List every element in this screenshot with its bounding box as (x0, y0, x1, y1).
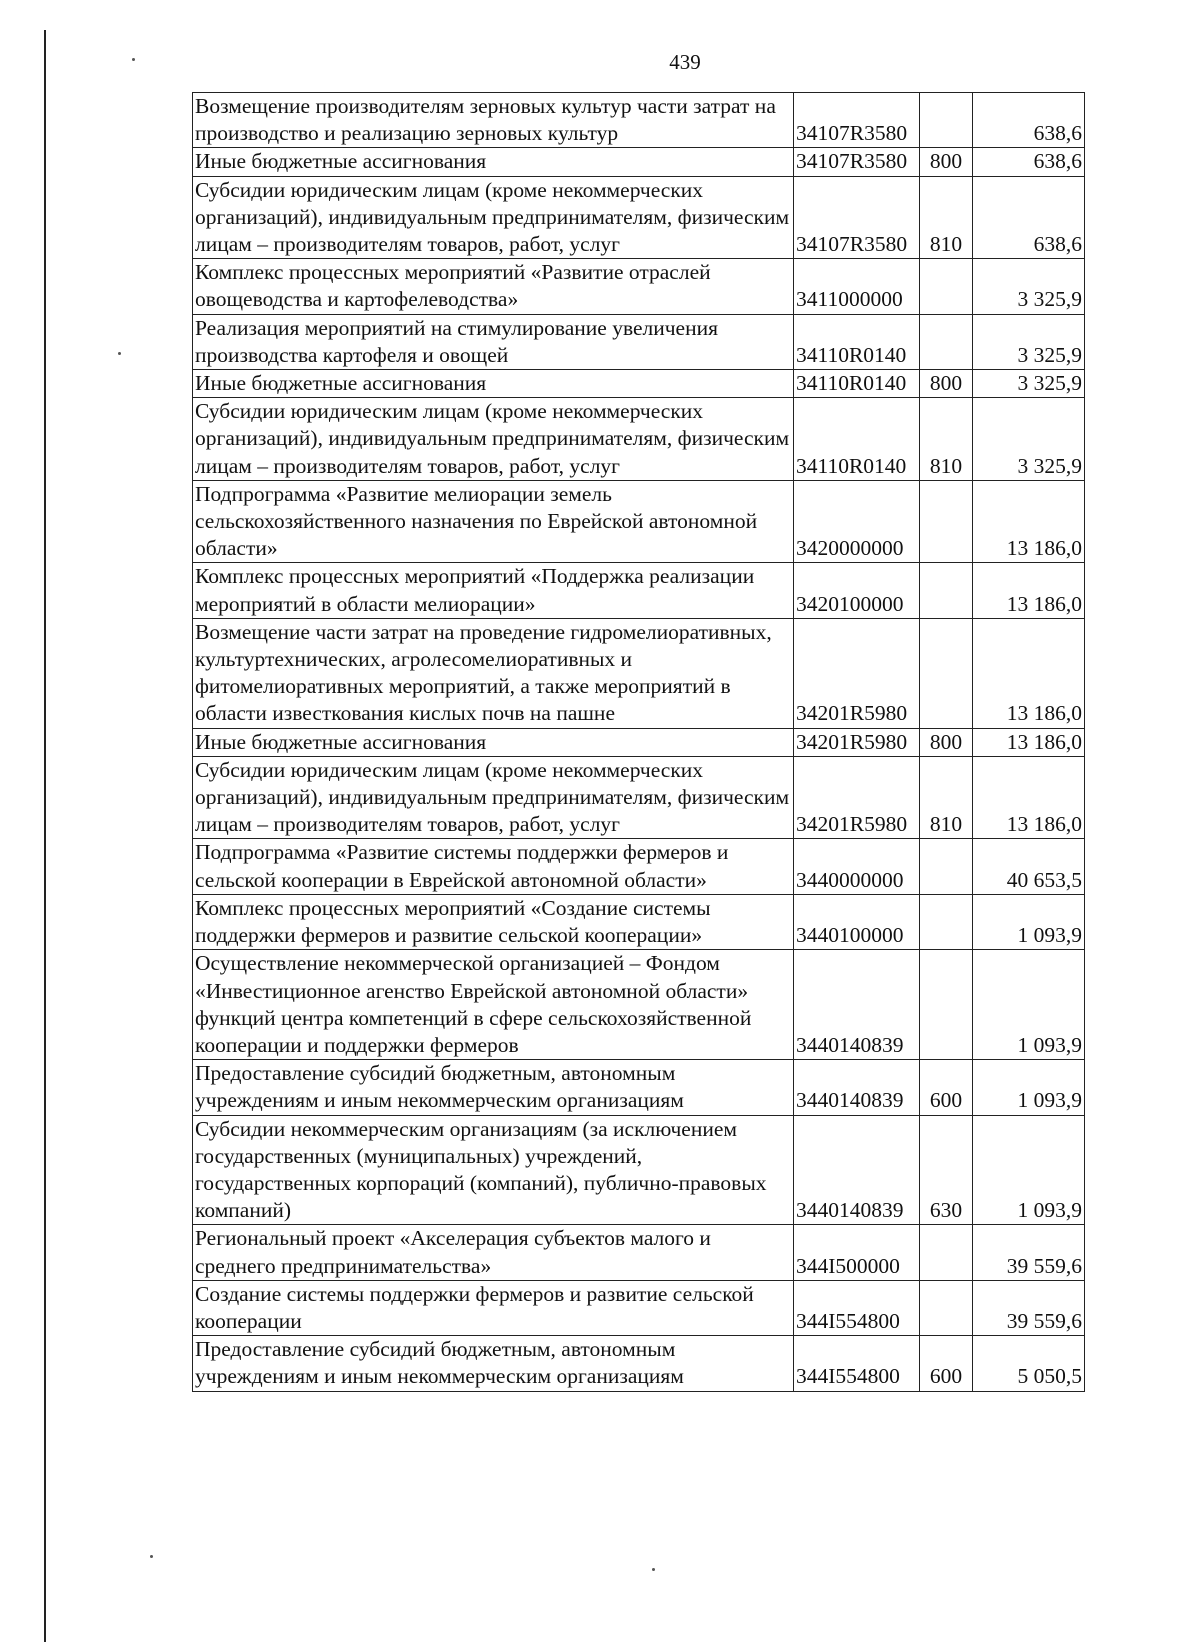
row-code-cell: 34110R0140 (794, 370, 920, 398)
scan-speck (652, 1568, 655, 1571)
row-type-cell: 600 (920, 1336, 973, 1391)
row-sum-cell: 40 653,5 (973, 839, 1085, 894)
table-row (193, 563, 1085, 618)
row-type-cell (920, 839, 973, 894)
row-name-cell: Реализация мероприятий на стимулирование увеличения производства картофеля и овощей (193, 314, 794, 369)
row-name-cell: Комплекс процессных мероприятий «Поддержка реализации мероприятий в области мелиорации» (193, 563, 794, 618)
row-name-cell: Подпрограмма «Развитие системы поддержки фермеров и сельской кооперации в Еврейской автономной области» (193, 839, 794, 894)
row-sum-cell: 3 325,9 (973, 398, 1085, 481)
row-code-cell: 3440140839 (794, 950, 920, 1060)
row-code-cell: 3440000000 (794, 839, 920, 894)
row-code-cell: 344I554800 (794, 1280, 920, 1335)
row-name-cell: Подпрограмма «Развитие мелиорации земель сельскохозяйственного назначения по Еврейской автономной области» (193, 480, 794, 563)
row-type-cell: 810 (920, 176, 973, 259)
row-code-cell: 34110R0140 (794, 398, 920, 481)
row-type-cell (920, 950, 973, 1060)
row-type-cell (920, 480, 973, 563)
row-sum-cell: 1 093,9 (973, 1115, 1085, 1225)
row-sum-cell: 13 186,0 (973, 728, 1085, 756)
row-sum-cell: 13 186,0 (973, 756, 1085, 839)
row-type-cell (920, 314, 973, 369)
row-code-cell: 34107R3580 (794, 176, 920, 259)
table-row (193, 1336, 1085, 1391)
table-row (193, 1225, 1085, 1280)
row-sum-cell: 1 093,9 (973, 894, 1085, 949)
table-row (193, 259, 1085, 314)
row-name-cell: Иные бюджетные ассигнования (193, 728, 794, 756)
row-sum-cell: 3 325,9 (973, 314, 1085, 369)
table-row (193, 728, 1085, 756)
row-name-cell: Комплекс процессных мероприятий «Создание системы поддержки фермеров и развитие сельской кооперации» (193, 894, 794, 949)
row-code-cell: 3440140839 (794, 1060, 920, 1115)
table-row (193, 1060, 1085, 1115)
row-code-cell: 34201R5980 (794, 728, 920, 756)
row-code-cell: 34201R5980 (794, 756, 920, 839)
row-code-cell: 344I500000 (794, 1225, 920, 1280)
row-type-cell: 630 (920, 1115, 973, 1225)
row-type-cell (920, 618, 973, 728)
table-row (193, 1115, 1085, 1225)
table-row (193, 370, 1085, 398)
row-code-cell: 344I554800 (794, 1336, 920, 1391)
row-sum-cell: 3 325,9 (973, 259, 1085, 314)
row-code-cell: 3440140839 (794, 1115, 920, 1225)
table-row (193, 1280, 1085, 1335)
row-type-cell: 600 (920, 1060, 973, 1115)
table-row (193, 618, 1085, 728)
row-name-cell: Возмещение производителям зерновых культур части затрат на производство и реализацию зерновых культур (193, 93, 794, 148)
page-binding-edge (44, 30, 46, 1642)
row-name-cell: Субсидии некоммерческим организациям (за исключением государственных (муниципальных) учреждений, государственных корпораций (компаний), публично-правовых компаний) (193, 1115, 794, 1225)
table-row (193, 894, 1085, 949)
row-name-cell: Иные бюджетные ассигнования (193, 370, 794, 398)
row-type-cell (920, 894, 973, 949)
table-row (193, 398, 1085, 481)
row-type-cell (920, 259, 973, 314)
table-row (193, 176, 1085, 259)
row-code-cell: 34107R3580 (794, 93, 920, 148)
row-name-cell: Субсидии юридическим лицам (кроме некоммерческих организаций), индивидуальным предпринимателям, физическим лицам – производителям товаров, работ, услуг (193, 756, 794, 839)
row-name-cell: Предоставление субсидий бюджетным, автономным учреждениям и иным некоммерческим организациям (193, 1060, 794, 1115)
row-code-cell: 34201R5980 (794, 618, 920, 728)
row-type-cell: 800 (920, 728, 973, 756)
row-name-cell: Создание системы поддержки фермеров и развитие сельской кооперации (193, 1280, 794, 1335)
row-code-cell: 3440100000 (794, 894, 920, 949)
budget-table-body (193, 93, 1085, 1392)
row-name-cell: Комплекс процессных мероприятий «Развитие отраслей овощеводства и картофелеводства» (193, 259, 794, 314)
row-sum-cell: 1 093,9 (973, 950, 1085, 1060)
row-sum-cell: 13 186,0 (973, 618, 1085, 728)
table-row (193, 148, 1085, 176)
row-type-cell (920, 1280, 973, 1335)
row-type-cell (920, 563, 973, 618)
row-name-cell: Осуществление некоммерческой организацией – Фондом «Инвестиционное агенство Еврейской автономной области» функций центра компетенций в сфере сельскохозяйственной кооперации и поддержки фермеров (193, 950, 794, 1060)
row-code-cell: 3420100000 (794, 563, 920, 618)
row-code-cell: 34107R3580 (794, 148, 920, 176)
row-type-cell: 810 (920, 756, 973, 839)
row-type-cell (920, 93, 973, 148)
row-sum-cell: 5 050,5 (973, 1336, 1085, 1391)
table-row (193, 480, 1085, 563)
scan-speck (118, 352, 121, 355)
row-name-cell: Субсидии юридическим лицам (кроме некоммерческих организаций), индивидуальным предпринимателям, физическим лицам – производителям товаров, работ, услуг (193, 398, 794, 481)
row-sum-cell: 638,6 (973, 148, 1085, 176)
row-type-cell: 800 (920, 370, 973, 398)
row-code-cell: 3420000000 (794, 480, 920, 563)
row-sum-cell: 638,6 (973, 93, 1085, 148)
page-number: 439 (669, 50, 701, 74)
table-row (193, 93, 1085, 148)
row-sum-cell: 3 325,9 (973, 370, 1085, 398)
row-sum-cell: 13 186,0 (973, 480, 1085, 563)
row-name-cell: Иные бюджетные ассигнования (193, 148, 794, 176)
row-sum-cell: 39 559,6 (973, 1280, 1085, 1335)
row-sum-cell: 39 559,6 (973, 1225, 1085, 1280)
row-sum-cell: 13 186,0 (973, 563, 1085, 618)
row-code-cell: 34110R0140 (794, 314, 920, 369)
table-row (193, 314, 1085, 369)
row-code-cell: 3411000000 (794, 259, 920, 314)
row-type-cell: 800 (920, 148, 973, 176)
row-name-cell: Субсидии юридическим лицам (кроме некоммерческих организаций), индивидуальным предпринимателям, физическим лицам – производителям товаров, работ, услуг (193, 176, 794, 259)
budget-table (192, 92, 1085, 1392)
row-sum-cell: 1 093,9 (973, 1060, 1085, 1115)
row-type-cell (920, 1225, 973, 1280)
scan-speck (150, 1555, 153, 1558)
table-row (193, 756, 1085, 839)
row-name-cell: Региональный проект «Акселерация субъектов малого и среднего предпринимательства» (193, 1225, 794, 1280)
row-type-cell: 810 (920, 398, 973, 481)
table-row (193, 950, 1085, 1060)
table-row (193, 839, 1085, 894)
row-sum-cell: 638,6 (973, 176, 1085, 259)
row-name-cell: Возмещение части затрат на проведение гидромелиоративных, культуртехнических, агролесомелиоративных и фитомелиоративных мероприятий, а также мероприятий в области известкования кислых почв на пашне (193, 618, 794, 728)
row-name-cell: Предоставление субсидий бюджетным, автономным учреждениям и иным некоммерческим организациям (193, 1336, 794, 1391)
